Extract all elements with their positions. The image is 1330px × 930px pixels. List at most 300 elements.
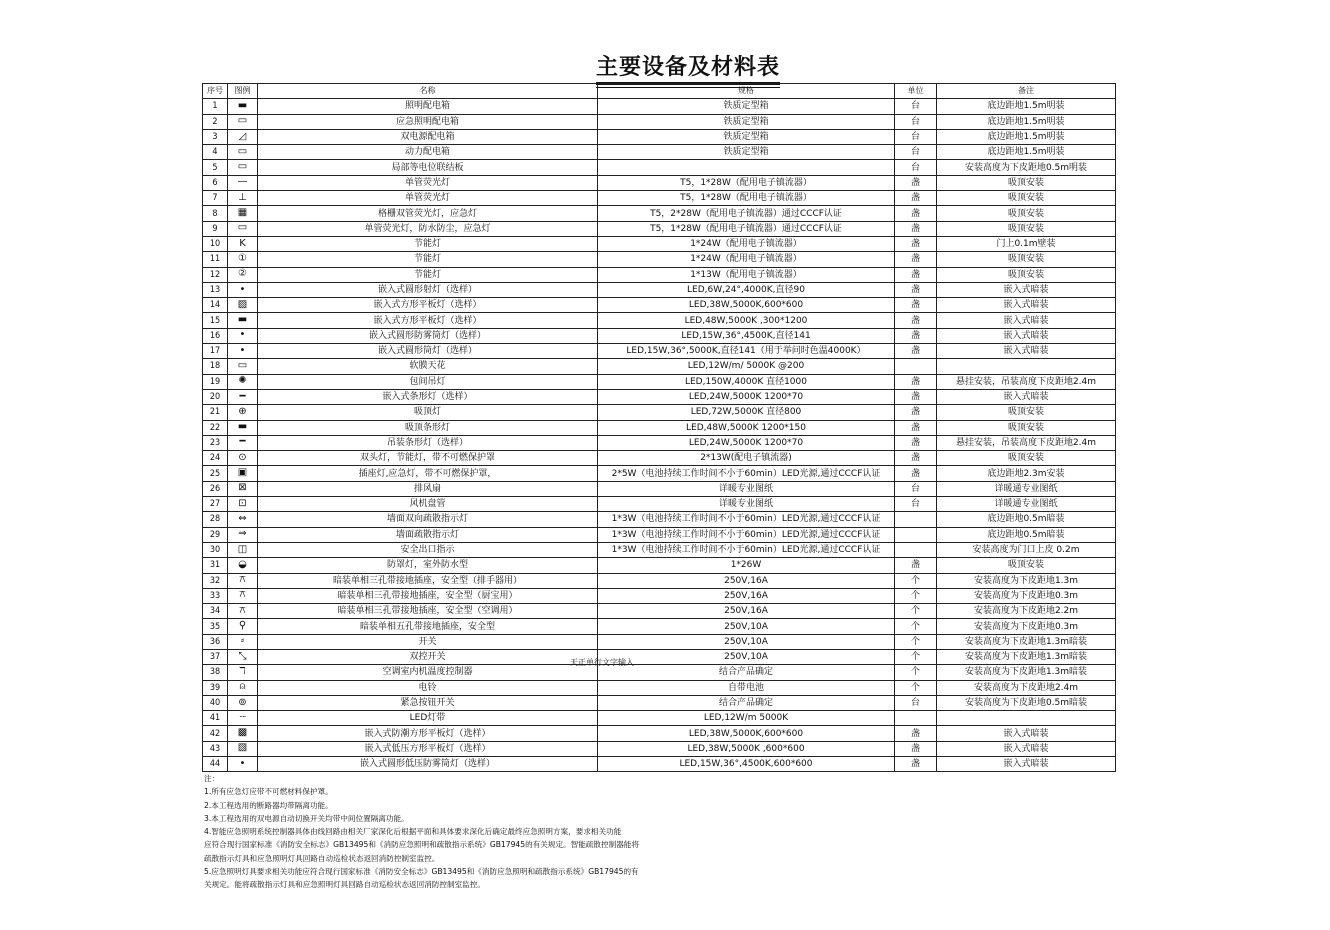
row-name: 嵌入式圆形防雾筒灯（选样） bbox=[258, 328, 598, 343]
spot-light-icon: • bbox=[239, 283, 246, 295]
row-spec: 1*3W（电池持续工作时间不小于60min）LED光源,通过CCCF认证 bbox=[598, 527, 895, 542]
legend bbox=[228, 451, 258, 466]
row-number: 14 bbox=[203, 298, 228, 313]
row-spec: LED,24W,5000K 1200*70 bbox=[598, 435, 895, 450]
row-note: 详暖通专业图纸 bbox=[937, 497, 1116, 512]
row-note: 安装高度为门口上皮 0.2m bbox=[937, 542, 1116, 557]
row-unit: 台 bbox=[895, 129, 937, 144]
table-row bbox=[203, 328, 1116, 343]
legend bbox=[228, 542, 258, 557]
legend bbox=[228, 282, 258, 297]
row-number: 15 bbox=[203, 313, 228, 328]
row-name: 嵌入式方形平板灯（选样） bbox=[258, 313, 598, 328]
table-row bbox=[203, 129, 1116, 144]
row-number: 35 bbox=[203, 619, 228, 634]
row-note: 底边距地0.5m暗装 bbox=[937, 512, 1116, 527]
row-note: 嵌入式暗装 bbox=[937, 328, 1116, 343]
row-name: 节能灯 bbox=[258, 267, 598, 282]
row-name: 嵌入式圆形筒灯（选样） bbox=[258, 344, 598, 359]
legend bbox=[228, 497, 258, 512]
row-note: 嵌入式暗装 bbox=[937, 344, 1116, 359]
row-name: 单管荧光灯 bbox=[258, 191, 598, 206]
row-name: 嵌入式圆形射灯（选样） bbox=[258, 282, 598, 297]
strip-light-icon: ━ bbox=[239, 436, 246, 448]
row-name: 墙面双向疏散指示灯 bbox=[258, 512, 598, 527]
table-row bbox=[203, 757, 1116, 772]
row-unit: 台 bbox=[895, 160, 937, 175]
row-note: 吸顶安装 bbox=[937, 252, 1116, 267]
row-unit: 盏 bbox=[895, 328, 937, 343]
row-name: 嵌入式圆形低压防雾筒灯（选样） bbox=[258, 757, 598, 772]
socket-icon: ⚻ bbox=[239, 604, 246, 616]
row-name: 吊装条形灯（选样） bbox=[258, 435, 598, 450]
row-spec: 1*24W（配用电子镇流器） bbox=[598, 252, 895, 267]
row-number: 25 bbox=[203, 466, 228, 481]
row-number: 3 bbox=[203, 129, 228, 144]
row-note: 底边距地1.5m明装 bbox=[937, 145, 1116, 160]
row-number: 10 bbox=[203, 236, 228, 251]
table-row bbox=[203, 481, 1116, 496]
row-unit: 盏 bbox=[895, 726, 937, 741]
table-row bbox=[203, 741, 1116, 756]
row-spec: 详暖专业图纸 bbox=[598, 481, 895, 496]
row-name: 双控开关 bbox=[258, 649, 598, 664]
row-spec: 铁质定型箱 bbox=[598, 99, 895, 114]
row-unit: 个 bbox=[895, 619, 937, 634]
row-spec: 详暖专业图纸 bbox=[598, 497, 895, 512]
dual-switch-icon: ⤡ bbox=[238, 650, 247, 662]
row-name: 电铃 bbox=[258, 680, 598, 695]
socket-icon: ⚲ bbox=[238, 620, 247, 632]
legend bbox=[228, 175, 258, 190]
row-unit: 个 bbox=[895, 604, 937, 619]
row-spec: LED,48W,5000K ,300*1200 bbox=[598, 313, 895, 328]
table-row bbox=[203, 267, 1116, 282]
page-title: 主要设备及材料表 bbox=[596, 50, 780, 85]
downlight-icon: • bbox=[239, 344, 246, 356]
legend bbox=[228, 695, 258, 710]
row-number: 40 bbox=[203, 695, 228, 710]
row-unit: 盏 bbox=[895, 221, 937, 236]
row-name: 暗装单相三孔带接地插座，安全型（排手器用） bbox=[258, 573, 598, 588]
legend bbox=[228, 466, 258, 481]
legend bbox=[228, 359, 258, 374]
exhaust-fan-icon: ⊠ bbox=[238, 482, 247, 494]
socket-icon: ⚻ bbox=[239, 574, 246, 586]
legend bbox=[228, 649, 258, 664]
row-number: 7 bbox=[203, 191, 228, 206]
legend bbox=[228, 481, 258, 496]
row-name: 照明配电箱 bbox=[258, 99, 598, 114]
row-number: 13 bbox=[203, 282, 228, 297]
row-spec: 结合产品确定 bbox=[598, 665, 895, 680]
table-row bbox=[203, 466, 1116, 481]
row-name: 嵌入式低压方形平板灯（选样） bbox=[258, 741, 598, 756]
note-line: 4.智能应急照明系统控制器具体由线回路由相关厂家深化后根据平面和具体要求深化后确定最终应急照明方案，要求相关功能 bbox=[204, 827, 622, 837]
row-spec: LED,24W,5000K 1200*70 bbox=[598, 389, 895, 404]
row-number: 1 bbox=[203, 99, 228, 114]
table-row bbox=[203, 665, 1116, 680]
row-name: 嵌入式防潮方形平板灯（选样） bbox=[258, 726, 598, 741]
row-note: 安装高度为下皮距地1.3m暗装 bbox=[937, 649, 1116, 664]
row-number: 24 bbox=[203, 451, 228, 466]
equipment-table bbox=[202, 83, 1116, 772]
exit-sign-icon: ⇔ bbox=[238, 512, 247, 524]
table-row bbox=[203, 313, 1116, 328]
row-note: 嵌入式暗装 bbox=[937, 757, 1116, 772]
row-name: 插座灯,应急灯，带不可燃保护罩， bbox=[258, 466, 598, 481]
row-number: 9 bbox=[203, 221, 228, 236]
row-note: 底边距地1.5m明装 bbox=[937, 99, 1116, 114]
downlight-icon: • bbox=[239, 757, 246, 769]
panel-light-icon: ▩ bbox=[237, 727, 248, 739]
row-number: 19 bbox=[203, 374, 228, 389]
row-unit: 盏 bbox=[895, 206, 937, 221]
row-number: 42 bbox=[203, 726, 228, 741]
row-note bbox=[937, 359, 1116, 374]
legend bbox=[228, 405, 258, 420]
row-spec: LED,15W,36°,4500K,600*600 bbox=[598, 757, 895, 772]
row-name: 双电源配电箱 bbox=[258, 129, 598, 144]
row-number: 39 bbox=[203, 680, 228, 695]
legend bbox=[228, 726, 258, 741]
row-note: 嵌入式暗装 bbox=[937, 282, 1116, 297]
downlight-icon: • bbox=[239, 329, 246, 341]
row-name: LED灯带 bbox=[258, 711, 598, 726]
row-number: 6 bbox=[203, 175, 228, 190]
legend bbox=[228, 604, 258, 619]
row-note: 底边距地2.3m安装 bbox=[937, 466, 1116, 481]
row-number: 30 bbox=[203, 542, 228, 557]
row-number: 2 bbox=[203, 114, 228, 129]
legend bbox=[228, 99, 258, 114]
row-number: 27 bbox=[203, 497, 228, 512]
legend bbox=[228, 267, 258, 282]
legend bbox=[228, 313, 258, 328]
row-unit: 盏 bbox=[895, 435, 937, 450]
row-spec: LED,12W/m 5000K bbox=[598, 711, 895, 726]
row-note: 详暖通专业图纸 bbox=[937, 481, 1116, 496]
waterproof-lamp-icon: ▭ bbox=[237, 222, 248, 234]
table-row bbox=[203, 680, 1116, 695]
switch-icon: ⸗ bbox=[240, 635, 245, 647]
legend bbox=[228, 328, 258, 343]
row-spec: 1*13W（配用电子镇流器） bbox=[598, 267, 895, 282]
note-line: 关规定。能将疏散指示灯具和应急照明灯具回路自动巡检状态返回消防控制室监控。 bbox=[204, 880, 485, 890]
strip-light-icon: ━ bbox=[239, 390, 246, 402]
notes-section bbox=[204, 772, 724, 892]
row-spec: 1*3W（电池持续工作时间不小于60min）LED光源,通过CCCF认证 bbox=[598, 542, 895, 557]
row-note: 嵌入式暗装 bbox=[937, 313, 1116, 328]
row-note: 安装高度为下皮距地2.2m bbox=[937, 604, 1116, 619]
row-note: 安装高度为下皮距地1.3m bbox=[937, 573, 1116, 588]
row-name: 空调室内机温度控制器 bbox=[258, 665, 598, 680]
legend bbox=[228, 527, 258, 542]
legend bbox=[228, 665, 258, 680]
row-spec: LED,15W,36°,4500K,直径141 bbox=[598, 328, 895, 343]
energy-saving-lamp-icon: K bbox=[239, 237, 246, 249]
header-name: 名称 bbox=[258, 84, 598, 99]
row-number: 43 bbox=[203, 741, 228, 756]
note-line: 应符合现行国家标准《消防安全标志》GB13495和《消防应急照明和疏散指示系统》GB17945的有关规定。智能疏散控制器能将 bbox=[204, 840, 639, 850]
legend bbox=[228, 236, 258, 251]
header-unit: 单位 bbox=[895, 84, 937, 99]
row-spec: 250V,10A bbox=[598, 634, 895, 649]
row-name: 包间吊灯 bbox=[258, 374, 598, 389]
note-line: 2.本工程选用的断路器均带隔离功能。 bbox=[204, 800, 333, 810]
row-number: 22 bbox=[203, 420, 228, 435]
table-row bbox=[203, 497, 1116, 512]
legend bbox=[228, 206, 258, 221]
row-unit: 台 bbox=[895, 99, 937, 114]
row-spec: LED,6W,24°,4000K,直径90 bbox=[598, 282, 895, 297]
header-legend: 图例 bbox=[228, 84, 258, 99]
legend bbox=[228, 634, 258, 649]
ceiling-light-icon: ⊕ bbox=[238, 405, 247, 417]
row-spec: 结合产品确定 bbox=[598, 695, 895, 710]
row-unit: 台 bbox=[895, 695, 937, 710]
table-row bbox=[203, 588, 1116, 603]
row-number: 28 bbox=[203, 512, 228, 527]
row-number: 31 bbox=[203, 558, 228, 573]
legend bbox=[228, 711, 258, 726]
row-unit: 盏 bbox=[895, 313, 937, 328]
row-note: 吸顶安装 bbox=[937, 206, 1116, 221]
legend bbox=[228, 221, 258, 236]
distribution-box-icon: ▬ bbox=[237, 99, 248, 111]
row-number: 38 bbox=[203, 665, 228, 680]
dual-power-box-icon: ◿ bbox=[238, 130, 247, 142]
row-unit bbox=[895, 512, 937, 527]
row-name: 暗装单相三孔带接地插座，安全型（空调用） bbox=[258, 604, 598, 619]
row-number: 44 bbox=[203, 757, 228, 772]
emergency-box-icon: ▭ bbox=[237, 115, 248, 127]
row-note: 嵌入式暗装 bbox=[937, 389, 1116, 404]
row-name: 单管荧光灯 bbox=[258, 175, 598, 190]
row-note: 嵌入式暗装 bbox=[937, 298, 1116, 313]
row-spec: 自带电池 bbox=[598, 680, 895, 695]
row-note: 吸顶安装 bbox=[937, 558, 1116, 573]
single-tube-lamp-icon: ⊥ bbox=[238, 191, 247, 203]
legend bbox=[228, 741, 258, 756]
soft-film-icon: ▭ bbox=[237, 359, 248, 371]
row-unit: 盏 bbox=[895, 405, 937, 420]
row-name: 双头灯，节能灯，带不可燃保护罩 bbox=[258, 451, 598, 466]
row-spec: T5，1*28W（配用电子镇流器） bbox=[598, 175, 895, 190]
legend bbox=[228, 757, 258, 772]
row-number: 29 bbox=[203, 527, 228, 542]
row-note: 吸顶安装 bbox=[937, 420, 1116, 435]
table-row bbox=[203, 359, 1116, 374]
row-number: 16 bbox=[203, 328, 228, 343]
legend bbox=[228, 145, 258, 160]
thermostat-icon: ℸ bbox=[239, 665, 246, 677]
legend bbox=[228, 420, 258, 435]
row-unit bbox=[895, 359, 937, 374]
row-spec: T5，1*28W（配用电子镇流器）通过CCCF认证 bbox=[598, 221, 895, 236]
table-row bbox=[203, 206, 1116, 221]
row-spec bbox=[598, 160, 895, 175]
row-name: 局部等电位联结板 bbox=[258, 160, 598, 175]
row-number: 32 bbox=[203, 573, 228, 588]
row-note: 门上0.1m壁装 bbox=[937, 236, 1116, 251]
row-unit: 盏 bbox=[895, 252, 937, 267]
legend bbox=[228, 619, 258, 634]
table-row bbox=[203, 451, 1116, 466]
row-spec: 1*24W（配用电子镇流器） bbox=[598, 236, 895, 251]
table-row bbox=[203, 344, 1116, 359]
table-row bbox=[203, 99, 1116, 114]
row-unit: 盏 bbox=[895, 298, 937, 313]
bonding-board-icon: ▭ bbox=[237, 161, 248, 173]
row-note: 嵌入式暗装 bbox=[937, 741, 1116, 756]
legend bbox=[228, 252, 258, 267]
row-unit: 个 bbox=[895, 680, 937, 695]
table-row bbox=[203, 191, 1116, 206]
table-row bbox=[203, 695, 1116, 710]
row-note: 嵌入式暗装 bbox=[937, 726, 1116, 741]
row-spec: 250V,16A bbox=[598, 573, 895, 588]
row-unit: 台 bbox=[895, 497, 937, 512]
header-note: 备注 bbox=[937, 84, 1116, 99]
table-row bbox=[203, 374, 1116, 389]
legend bbox=[228, 344, 258, 359]
row-name: 开关 bbox=[258, 634, 598, 649]
row-number: 5 bbox=[203, 160, 228, 175]
legend bbox=[228, 298, 258, 313]
table-row bbox=[203, 236, 1116, 251]
row-unit: 个 bbox=[895, 649, 937, 664]
row-note: 安装高度为下皮距地0.5m暗装 bbox=[937, 695, 1116, 710]
row-name: 应急照明配电箱 bbox=[258, 114, 598, 129]
row-number: 34 bbox=[203, 604, 228, 619]
legend bbox=[228, 129, 258, 144]
row-name: 软膜天花 bbox=[258, 359, 598, 374]
row-spec: 250V,16A bbox=[598, 588, 895, 603]
row-unit: 个 bbox=[895, 573, 937, 588]
legend bbox=[228, 374, 258, 389]
table-row bbox=[203, 282, 1116, 297]
row-note: 安装高度为下皮距地1.3m暗装 bbox=[937, 665, 1116, 680]
row-spec: 铁质定型箱 bbox=[598, 129, 895, 144]
panel-light-icon: ▧ bbox=[237, 742, 248, 754]
row-spec: 1*3W（电池持续工作时间不小于60min）LED光源,通过CCCF认证 bbox=[598, 512, 895, 527]
row-number: 23 bbox=[203, 435, 228, 450]
row-spec: LED,72W,5000K 直径800 bbox=[598, 405, 895, 420]
row-note: 吸顶安装 bbox=[937, 221, 1116, 236]
row-name: 暗装单相三孔带接地插座，安全型（厨宝用） bbox=[258, 588, 598, 603]
strip-light-icon: ▬ bbox=[237, 421, 248, 433]
bowl-lamp-icon: ◒ bbox=[238, 558, 247, 570]
row-spec: 2*13W(配电子镇流器) bbox=[598, 451, 895, 466]
row-unit: 个 bbox=[895, 588, 937, 603]
row-note: 吸顶安装 bbox=[937, 451, 1116, 466]
row-name: 嵌入式条形灯（选样） bbox=[258, 389, 598, 404]
legend bbox=[228, 114, 258, 129]
row-unit: 盏 bbox=[895, 374, 937, 389]
header-spec: 规格 bbox=[598, 84, 895, 99]
row-number: 26 bbox=[203, 481, 228, 496]
row-number: 41 bbox=[203, 711, 228, 726]
fan-coil-icon: ⊡ bbox=[238, 497, 247, 509]
table-row bbox=[203, 542, 1116, 557]
table-row bbox=[203, 634, 1116, 649]
row-name: 暗装单相五孔带接地插座，安全型 bbox=[258, 619, 598, 634]
panel-light-icon: ▨ bbox=[237, 298, 248, 310]
row-spec: LED,38W,5000K,600*600 bbox=[598, 298, 895, 313]
row-number: 36 bbox=[203, 634, 228, 649]
legend bbox=[228, 512, 258, 527]
legend bbox=[228, 191, 258, 206]
table-row bbox=[203, 405, 1116, 420]
row-note: 安装高度为下皮距地0.3m bbox=[937, 588, 1116, 603]
row-unit: 盏 bbox=[895, 757, 937, 772]
row-spec: LED,12W/m/ 5000K @200 bbox=[598, 359, 895, 374]
row-number: 17 bbox=[203, 344, 228, 359]
legend bbox=[228, 680, 258, 695]
legend bbox=[228, 160, 258, 175]
row-spec: LED,38W,5000K ,600*600 bbox=[598, 741, 895, 756]
row-unit: 盏 bbox=[895, 389, 937, 404]
table-row bbox=[203, 389, 1116, 404]
row-name: 格栅双管荧光灯，应急灯 bbox=[258, 206, 598, 221]
row-unit: 盏 bbox=[895, 175, 937, 190]
table-row bbox=[203, 298, 1116, 313]
row-note: 底边距地1.5m明装 bbox=[937, 114, 1116, 129]
note-line: 5.应急照明灯具要求相关功能应符合现行国家标准《消防安全标志》GB13495和《消防应急照明和疏散指示系统》GB17945的有 bbox=[204, 867, 639, 877]
table-header-row bbox=[203, 84, 1116, 99]
row-number: 4 bbox=[203, 145, 228, 160]
table-row bbox=[203, 649, 1116, 664]
row-name: 节能灯 bbox=[258, 236, 598, 251]
row-unit: 个 bbox=[895, 634, 937, 649]
row-unit: 台 bbox=[895, 145, 937, 160]
energy-saving-lamp-icon: ② bbox=[238, 268, 247, 280]
notes-heading: 注： bbox=[204, 774, 220, 783]
row-note: 吸顶安装 bbox=[937, 405, 1116, 420]
row-number: 33 bbox=[203, 588, 228, 603]
legend bbox=[228, 588, 258, 603]
table-row bbox=[203, 252, 1116, 267]
single-tube-lamp-icon: — bbox=[237, 176, 248, 188]
row-name: 单管荧光灯，防水防尘，应急灯 bbox=[258, 221, 598, 236]
row-unit bbox=[895, 527, 937, 542]
row-name: 防罩灯，室外防水型 bbox=[258, 558, 598, 573]
row-unit: 台 bbox=[895, 481, 937, 496]
led-strip-icon: ┈ bbox=[239, 711, 246, 723]
table-row bbox=[203, 604, 1116, 619]
table-row bbox=[203, 221, 1116, 236]
row-name: 紧急按钮开关 bbox=[258, 695, 598, 710]
row-unit: 盏 bbox=[895, 558, 937, 573]
table-row bbox=[203, 435, 1116, 450]
emergency-button-icon: ⊚ bbox=[238, 696, 247, 708]
row-number: 12 bbox=[203, 267, 228, 282]
row-number: 37 bbox=[203, 649, 228, 664]
exit-sign-icon: ◫ bbox=[237, 543, 248, 555]
row-spec: LED,15W,36°,5000K,直径141（用于举问时色温4000K） bbox=[598, 344, 895, 359]
legend bbox=[228, 435, 258, 450]
row-note: 底边距地0.5m暗装 bbox=[937, 527, 1116, 542]
row-note: 安装高度为下皮距地0.3m bbox=[937, 619, 1116, 634]
table-row bbox=[203, 573, 1116, 588]
note-line: 疏散指示灯具和应急照明灯具回路自动巡检状态返回消防控制室监控。 bbox=[204, 853, 440, 863]
note-line: 3.本工程选用的双电源自动切换开关均带中间位置隔离功能。 bbox=[204, 813, 409, 823]
table-row bbox=[203, 512, 1116, 527]
table-row bbox=[203, 527, 1116, 542]
table-row bbox=[203, 726, 1116, 741]
grille-lamp-icon: ▦ bbox=[237, 207, 248, 219]
